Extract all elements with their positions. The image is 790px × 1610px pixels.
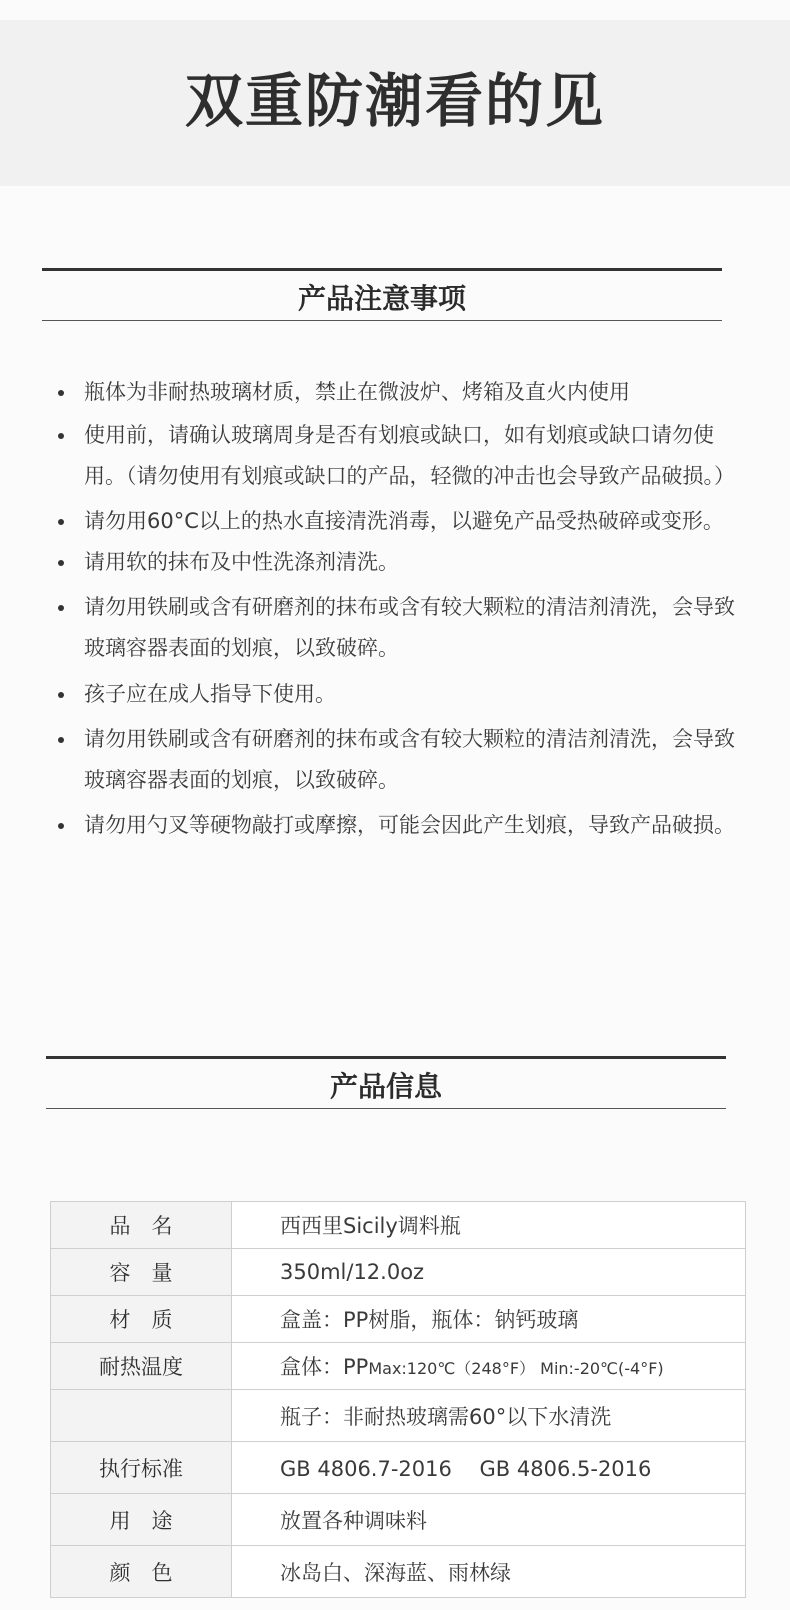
list-item: 瓶体为非耐热玻璃材质，禁止在微波炉、烤箱及直火内使用: [54, 372, 754, 413]
table-row: [51, 1202, 746, 1249]
table-row: [51, 1296, 746, 1343]
notes-list: [54, 372, 754, 846]
row-value: GB 4806.7-2016 GB 4806.5-2016: [232, 1442, 746, 1494]
row-label: 执行标准: [51, 1442, 232, 1494]
notes-section-header: [42, 268, 722, 323]
info-section-title: 产品信息: [329, 1070, 442, 1103]
table-row: [51, 1343, 746, 1390]
list-item: 请用软的抹布及中性洗涤剂清洗。: [54, 542, 754, 583]
list-item: 请勿用铁刷或含有研磨剂的抹布或含有较大颗粒的清洁剂清洗，会导致玻璃容器表面的划痕，以致破碎。: [54, 587, 754, 669]
header-top-rule: [46, 1056, 726, 1059]
table-row: [51, 1494, 746, 1546]
row-label: 耐热温度: [51, 1343, 232, 1390]
list-item: 请勿用60°C以上的热水直接清洗消毒，以避免产品受热破碎或变形。: [54, 501, 754, 542]
banner-title: 双重防潮看的见: [184, 67, 605, 135]
list-item: 请勿用勺叉等硬物敲打或摩擦，可能会因此产生划痕，导致产品破损。: [54, 805, 754, 846]
row-value: 350ml/12.0oz: [232, 1249, 746, 1296]
notes-section-title: 产品注意事项: [297, 282, 466, 315]
table-row: [51, 1546, 746, 1598]
row-label: 用 途: [51, 1494, 232, 1546]
header-bottom-rule: [46, 1108, 726, 1109]
list-item: 请勿用铁刷或含有研磨剂的抹布或含有较大颗粒的清洁剂清洗，会导致玻璃容器表面的划痕，以致破碎。: [54, 719, 754, 801]
row-label: 品 名: [51, 1202, 232, 1249]
row-label: 容 量: [51, 1249, 232, 1296]
row-value: 盒盖：PP树脂，瓶体：钠钙玻璃: [232, 1296, 746, 1343]
row-value: 冰岛白、深海蓝、雨林绿: [232, 1546, 746, 1598]
list-item: 孩子应在成人指导下使用。: [54, 674, 754, 715]
header-bottom-rule: [42, 320, 722, 321]
row-value: 瓶子：非耐热玻璃需60°以下水清洗: [232, 1390, 746, 1442]
heat-range-text: Max:120℃（248°F） Min:-20℃(-4°F): [368, 1359, 664, 1378]
row-label: 颜 色: [51, 1546, 232, 1598]
table-row: [51, 1249, 746, 1296]
product-info-table: [50, 1201, 746, 1598]
heat-main-text: 盒体：PP: [280, 1355, 369, 1379]
row-label-empty: [51, 1390, 232, 1442]
row-value: [232, 1343, 746, 1390]
table-row: [51, 1390, 746, 1442]
list-item: 使用前，请确认玻璃周身是否有划痕或缺口，如有划痕或缺口请勿使用。（请勿使用有划痕或缺口的产品，轻微的冲击也会导致产品破损。）: [54, 415, 754, 497]
row-value: 放置各种调味料: [232, 1494, 746, 1546]
row-value: 西西里Sicily调料瓶: [232, 1202, 746, 1249]
info-section-header: [46, 1056, 726, 1111]
header-top-rule: [42, 268, 722, 271]
row-label: 材 质: [51, 1296, 232, 1343]
table-row: [51, 1442, 746, 1494]
